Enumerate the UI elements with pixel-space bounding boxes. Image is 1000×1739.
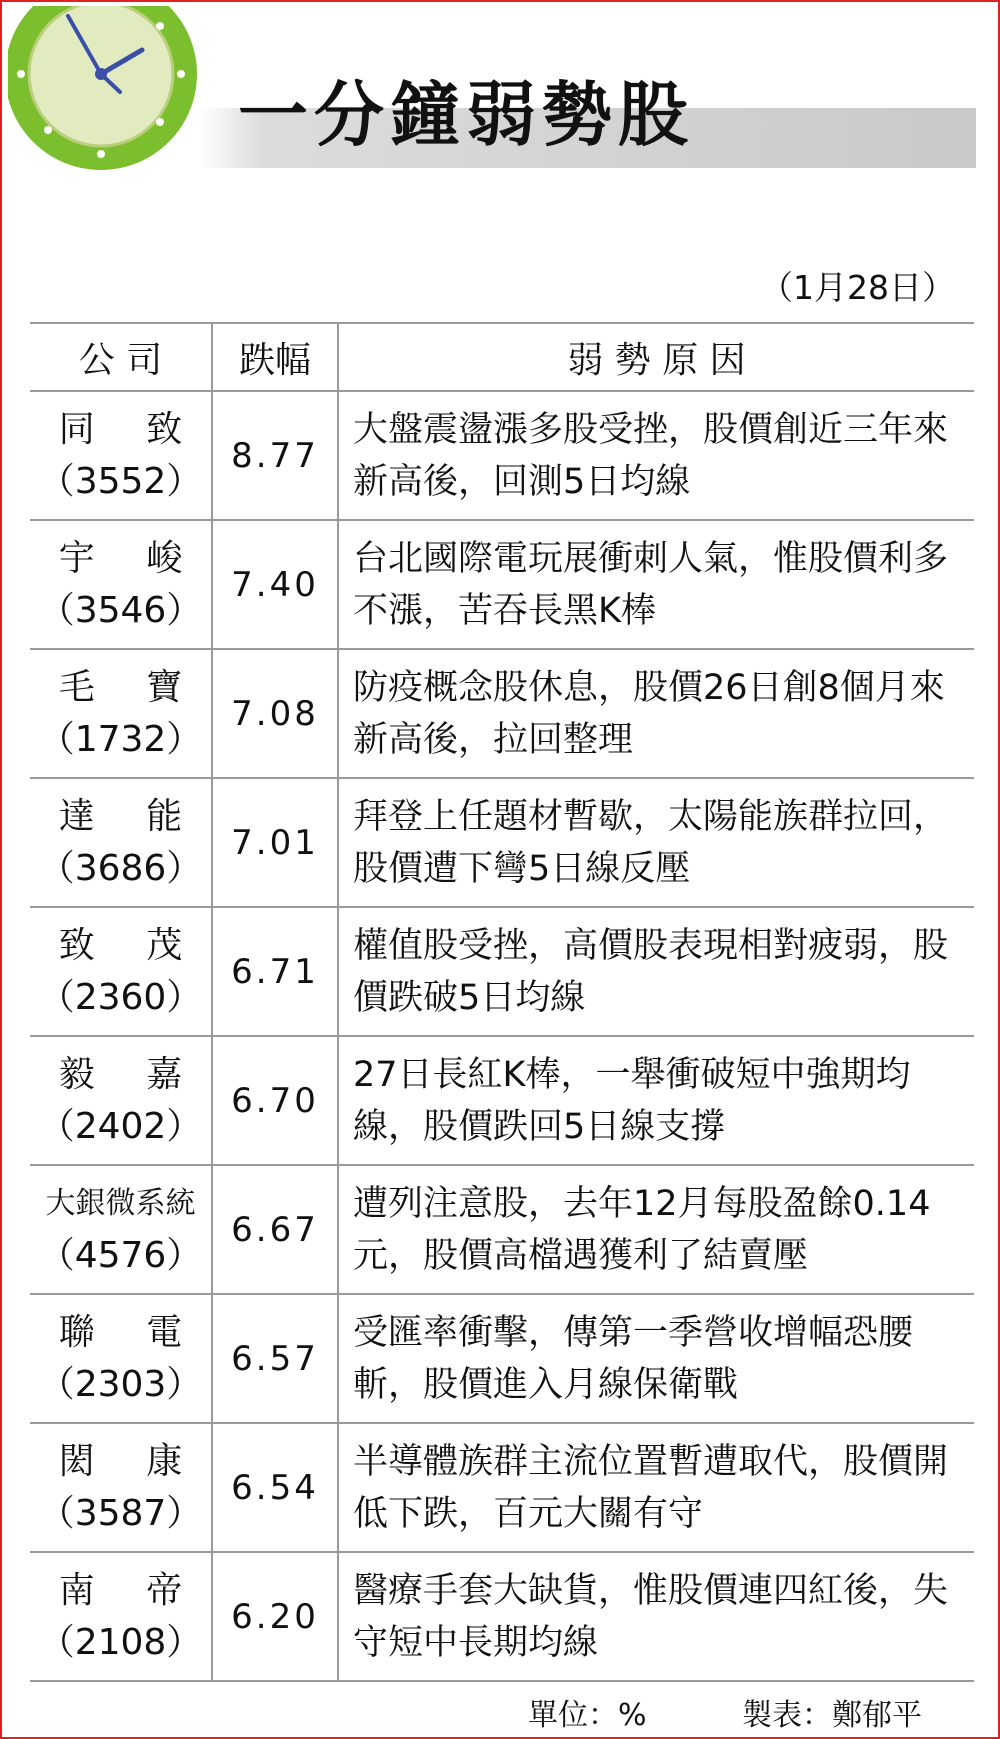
drop-percent: 6.67 <box>212 1165 338 1294</box>
reason-text: 27日長紅K棒，一舉衝破短中強期均線，股價跌回5日線支撐 <box>338 1036 974 1165</box>
table-row <box>30 1294 974 1423</box>
company-name: 致 茂 <box>58 924 203 966</box>
table-header-row <box>30 323 974 391</box>
company-cell <box>30 1036 212 1165</box>
company-name: 毛 寶 <box>58 666 203 708</box>
drop-percent: 7.40 <box>212 520 338 649</box>
date-label: （1月28日） <box>760 268 955 307</box>
table-row <box>30 1423 974 1552</box>
company-cell <box>30 1294 212 1423</box>
company-name: 大銀微系統 <box>45 1185 196 1221</box>
table-row <box>30 520 974 649</box>
reason-text: 拜登上任題材暫歇，太陽能族群拉回，股價遭下彎5日線反壓 <box>338 778 974 907</box>
company-name: 達 能 <box>58 795 203 837</box>
table-row <box>30 1165 974 1294</box>
credit-note: 製表：鄭郁平 <box>742 1698 922 1733</box>
table-row <box>30 391 974 520</box>
drop-percent: 6.20 <box>212 1552 338 1681</box>
company-cell <box>30 1165 212 1294</box>
company-name: 聯 電 <box>58 1311 203 1353</box>
company-code: （2108） <box>38 1621 203 1663</box>
company-cell <box>30 1423 212 1552</box>
company-cell <box>30 520 212 649</box>
company-code: （2360） <box>38 976 203 1018</box>
drop-percent: 8.77 <box>212 391 338 520</box>
header-company: 公 司 <box>30 323 212 391</box>
table-row <box>30 649 974 778</box>
drop-percent: 6.70 <box>212 1036 338 1165</box>
drop-percent: 6.54 <box>212 1423 338 1552</box>
company-code: （3552） <box>38 460 203 502</box>
company-name: 南 帝 <box>58 1569 203 1611</box>
page-title: 一分鐘弱勢股 <box>238 74 694 156</box>
company-name: 毅 嘉 <box>58 1053 203 1095</box>
reason-text: 遭列注意股，去年12月每股盈餘0.14元，股價高檔遇獲利了結賣壓 <box>338 1165 974 1294</box>
clock-icon <box>8 6 208 206</box>
drop-percent: 7.08 <box>212 649 338 778</box>
company-cell <box>30 1552 212 1681</box>
reason-text: 權值股受挫，高價股表現相對疲弱，股價跌破5日均線 <box>338 907 974 1036</box>
reason-text: 防疫概念股休息，股價26日創8個月來新高後，拉回整理 <box>338 649 974 778</box>
company-name: 宇 峻 <box>58 537 203 579</box>
company-name: 閎 康 <box>58 1440 203 1482</box>
table-row <box>30 907 974 1036</box>
company-cell <box>30 391 212 520</box>
reason-text: 受匯率衝擊，傳第一季營收增幅恐腰斬，股價進入月線保衛戰 <box>338 1294 974 1423</box>
company-code: （2303） <box>38 1363 203 1405</box>
company-code: （3587） <box>38 1492 203 1534</box>
table-row <box>30 778 974 907</box>
company-code: （3686） <box>38 847 203 889</box>
company-code: （4576） <box>38 1234 203 1276</box>
company-cell <box>30 907 212 1036</box>
company-name: 同 致 <box>58 408 203 450</box>
reason-text: 醫療手套大缺貨，惟股價連四紅後，失守短中長期均線 <box>338 1552 974 1681</box>
company-cell <box>30 778 212 907</box>
company-code: （2402） <box>38 1105 203 1147</box>
drop-percent: 6.57 <box>212 1294 338 1423</box>
drop-percent: 6.71 <box>212 907 338 1036</box>
weak-stocks-table <box>30 322 974 1682</box>
header-drop: 跌幅 <box>212 323 338 391</box>
table-row <box>30 1036 974 1165</box>
unit-note: 單位：% <box>528 1698 647 1733</box>
table-row <box>30 1552 974 1681</box>
company-cell <box>30 649 212 778</box>
reason-text: 台北國際電玩展衝刺人氣，惟股價利多不漲，苦吞長黑K棒 <box>338 520 974 649</box>
reason-text: 半導體族群主流位置暫遭取代，股價開低下跌，百元大關有守 <box>338 1423 974 1552</box>
company-code: （1732） <box>38 718 203 760</box>
drop-percent: 7.01 <box>212 778 338 907</box>
company-code: （3546） <box>38 589 203 631</box>
header-reason: 弱 勢 原 因 <box>338 323 974 391</box>
reason-text: 大盤震盪漲多股受挫，股價創近三年來新高後，回測5日均線 <box>338 391 974 520</box>
